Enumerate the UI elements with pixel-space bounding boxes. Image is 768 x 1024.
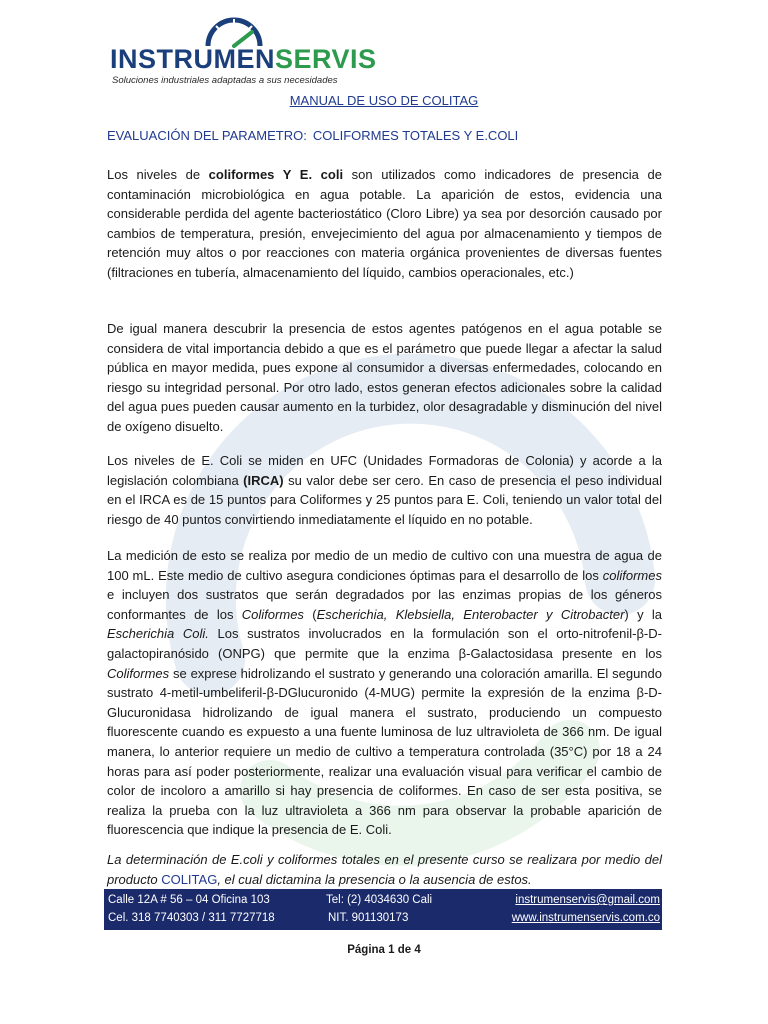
section-heading — [107, 128, 518, 143]
paragraph-5-note — [107, 850, 662, 889]
p3-bold: (IRCA) — [243, 472, 284, 488]
footer-email-link[interactable]: instrumenservis@gmail.com — [515, 894, 660, 906]
paragraph-1 — [107, 165, 662, 283]
p1-bold: coliformes Y E. coli — [208, 167, 344, 182]
logo-wordmark — [110, 44, 377, 74]
p3-text-a: Los niveles de E. Coli se miden en UFC (Unidades Formadoras de Colonia) y acorde a la legislación colombiana — [107, 453, 662, 488]
p5-text-c: , el cual dictamina la presencia o la ausencia de estos. — [217, 871, 532, 887]
p1-text-a: Los niveles de — [107, 167, 209, 182]
section-label: EVALUACIÓN DEL PARAMETRO: — [107, 128, 307, 143]
footer-website-link[interactable]: www.instrumenservis.com.co — [511, 912, 660, 924]
p4-text-e: ( — [303, 606, 317, 622]
p1-text-c: son utilizados como indicadores de presencia de contaminación microbiológica en agua potable. La aparición de estos, evidencia una considerable perdida del agente bacteriostático (Cloro Libre) ya sea por desorción causado por cambios de temperatura, presión, envejecimiento del agua por almacenamiento y tiempos de retención muy altos o por reacciones con materia orgánica provenientes de diversas fuentes (filtraciones en tubería, almacenamiento del líquido, cambios operacionales, etc.) — [107, 167, 662, 280]
p3-text-c: su valor debe ser cero. En caso de presencia el peso individual en el IRCA es de 15 puntos para Coliformes y 25 puntos para E. Coli, teniendo un valor total del riesgo de 40 puntos convirtiendo inmediatamente el líquido en no potable. — [107, 472, 662, 527]
footer-cell: Cel. 318 7740303 / 311 7727718 — [108, 912, 275, 924]
paragraph-3 — [107, 451, 662, 529]
p5-text-a: La determinación de E.coli y coliformes totales en el presente curso se realizara por medio del producto — [107, 852, 662, 887]
footer-contact-bar — [104, 889, 662, 930]
p4-text-g: ) y la — [624, 606, 662, 622]
section-value: COLIFORMES TOTALES Y E.COLI — [312, 128, 519, 143]
company-logo — [110, 10, 377, 90]
product-name: COLITAG — [161, 871, 218, 887]
document-title: MANUAL DE USO DE COLITAG — [289, 93, 479, 108]
footer-address: Calle 12A # 56 – 04 Oficina 103 — [108, 894, 270, 906]
footer-phone: Tel: (2) 4034630 Cali — [326, 894, 433, 906]
paragraph-4 — [107, 546, 662, 840]
p4-italic-d: Coliformes — [241, 606, 304, 622]
footer-nit: NIT. 901130173 — [328, 912, 409, 924]
logo-tagline: Soluciones industriales adaptadas a sus necesidades — [112, 75, 338, 86]
page-number: Página 1 de 4 — [347, 944, 421, 956]
p4-text-a: La medición de esto se realiza por medio de un medio de cultivo con una muestra de agua de 100 mL. Este medio de cultivo asegura condiciones óptimas para el desarrollo de los — [107, 548, 662, 583]
p4-italic-f: Escherichia, Klebsiella, Enterobacter y Citrobacter — [316, 606, 625, 622]
p4-text-c: e incluyen dos sustratos que serán degradados por las enzimas propias de los géneros conformantes de los — [107, 587, 662, 622]
paragraph-2: De igual manera descubrir la presencia de estos agentes patógenos en el agua potable se considera de vital importancia debido a que es el parámetro que puede llegar a afectar la salud pública en mayor medida, pues expone al consumidor a diversas enfermedades, colocando en riesgo su integridad personal. Por otro lado, estos generan efectos adicionales sobre la calidad del agua pues pueden causar aumento en la turbidez, olor desagradable y disminución del nivel de oxígeno disuelto. — [107, 321, 662, 434]
p4-italic-b: coliformes — [602, 567, 662, 583]
logo-word-green: SERVIS — [275, 44, 377, 74]
p4-italic-j: Coliformes — [107, 665, 170, 681]
logo-word-blue: INSTRUMEN — [110, 44, 275, 74]
p4-text-i: Los sustratos involucrados en la formulación son el orto-nitrofenil-β-D-galactopiranósido (ONPG) que permite que la enzima β-Galactosidasa presente en los — [107, 626, 662, 661]
p4-text-k: se exprese hidrolizando el sustrato y generando una coloración amarilla. El segundo sustrato 4-metil-umbeliferil-β-DGlucuronido (4-MUG) permite la expresión de la enzima β-D-Glucuronidasa hidrolizando de igual manera el sustrato, produciendo un compuesto fluorescente cuando es expuesto a una fuente luminosa de luz ultravioleta de 366 nm. De igual manera, lo anterior requiere un medio de cultivo a temperatura controlada (35°C) por 18 a 24 horas para así poder posteriormente, realizar una evaluación visual para verificar el cambio de color de incoloro a amarillo si hay presencia de coliformes. En caso de ser esta positiva, se realiza la prueba con la luz ultravioleta a 366 nm para observar la probable aparición de fluorescencia que indique la presencia de E. Coli. — [107, 665, 662, 838]
p4-italic-h: Escherichia Coli. — [107, 626, 209, 642]
